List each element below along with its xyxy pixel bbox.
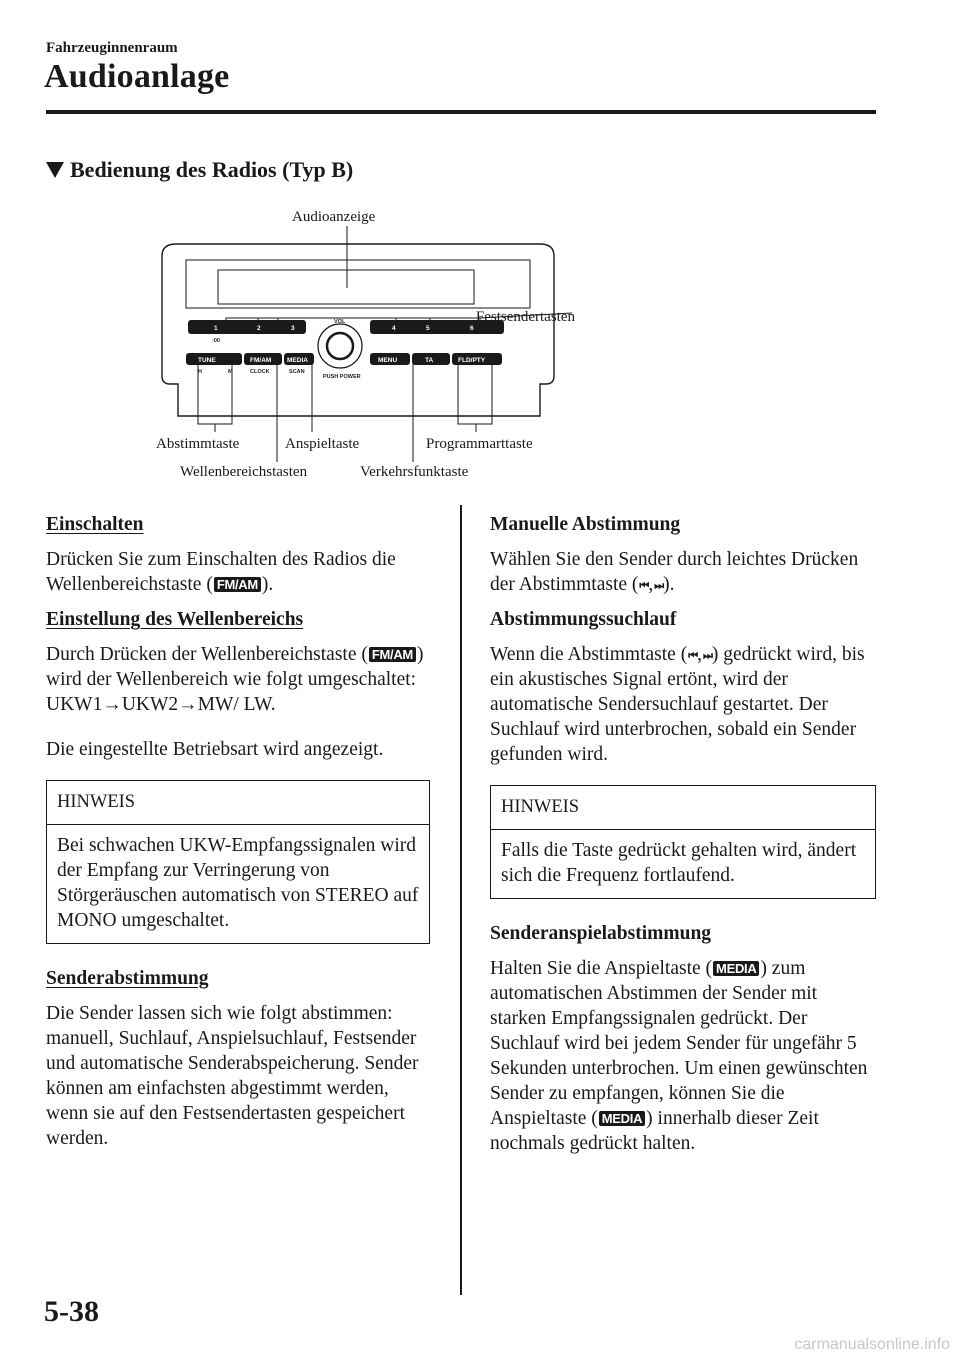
seek-back-icon: ⏮ xyxy=(688,650,697,662)
note-title: HINWEIS xyxy=(491,786,875,830)
note-body: Bei schwachen UKW-Empfangssignalen wird der Empfang zur Verringerung von Störgeräuschen automatisch von STEREO auf MONO umgeschaltet. xyxy=(57,835,419,931)
callout-display-label: Audioanzeige xyxy=(292,209,376,225)
scan-tuning-text-b: ) zum automatischen Abstimmen der Sender mit starken Empfangssignalen gedrückt. Der Suchlauf wird bei jedem Sender für ungefähr 5 Sekunden unterbrochen. Um einen gewünschten Sender zu empfangen, können Sie die Anspieltaste ( xyxy=(490,958,868,1129)
band-select-text xyxy=(46,642,430,717)
callout-scan-label: Anspieltaste xyxy=(285,436,360,452)
band-select-text-b: ) wird der Wellenbereich wie folgt umgeschaltet: UKW1→UKW2→MW/ LW. xyxy=(46,644,424,715)
station-tuning-heading: Senderabstimmung xyxy=(46,968,209,989)
scan-tuning-text-a: Halten Sie die Anspieltaste ( xyxy=(490,958,713,979)
manual-tuning-text-a: Wählen Sie den Sender durch leichtes Drücken der Abstimmtaste ( xyxy=(490,549,859,595)
power-on-text-b: ). xyxy=(261,574,274,595)
page-title: Audioanlage xyxy=(44,58,230,95)
note-body: Falls die Taste gedrückt gehalten wird, ändert sich die Frequenz fortlaufend. xyxy=(501,840,857,886)
m-label: M xyxy=(228,369,233,375)
media-label: MEDIA xyxy=(287,357,308,364)
callout-tuning-label: Abstimmtaste xyxy=(156,436,240,452)
fmam-label: FM/AM xyxy=(250,357,272,364)
watermark: carmanualsonline.info xyxy=(794,1336,950,1353)
preset-6-label: 6 xyxy=(470,325,474,332)
preset-5-label: 5 xyxy=(426,325,430,332)
callout-band-label: Wellenbereichstasten xyxy=(180,464,308,480)
triangle-down-icon xyxy=(46,162,64,178)
preset-bar-left xyxy=(188,320,306,334)
right-column xyxy=(490,512,876,1166)
preset-4-label: 4 xyxy=(392,325,396,332)
preset-2-label: 2 xyxy=(257,325,261,332)
section-heading xyxy=(46,157,353,183)
seek-tuning-text-b: ) gedrückt wird, bis ein akustisches Signal ertönt, wird der automatische Sendersuchlauf gestartet. Der Suchlauf wird unterbrochen, sobald ein Sender gefunden wird. xyxy=(490,644,865,765)
preset-3-label: 3 xyxy=(291,325,295,332)
ta-label: TA xyxy=(425,357,434,364)
push-power-label: PUSH POWER xyxy=(323,374,361,380)
mode-display-text: Die eingestellte Betriebsart wird angezeigt. xyxy=(46,739,384,760)
vol-label: VOL xyxy=(334,319,346,325)
fld-label: FLD/PTY xyxy=(458,357,486,364)
note-title: HINWEIS xyxy=(47,781,429,825)
key-separator: , xyxy=(697,644,702,665)
seek-back-icon: ⏮ xyxy=(639,580,648,592)
h-label: H xyxy=(198,369,202,375)
seek-tuning-text xyxy=(490,642,876,767)
station-tuning-text: Die Sender lassen sich wie folgt abstimmen: manuell, Suchlauf, Anspielsuchlauf, Festsender und automatische Senderabspeicherung. Sender können am einfachsten abgestimmt werden, wenn sie auf den Festsendertasten gespeichert werden. xyxy=(46,1003,419,1149)
media-key-icon: MEDIA xyxy=(599,1111,645,1126)
preset-1-label: 1 xyxy=(214,325,218,332)
section-label: Fahrzeuginnenraum xyxy=(46,40,178,56)
callout-traffic-label: Verkehrsfunktaste xyxy=(360,464,469,480)
note-box-right xyxy=(490,785,876,899)
band-select-heading: Einstellung des Wellenbereichs xyxy=(46,609,304,630)
seek-forward-icon: ⏭ xyxy=(654,580,663,592)
callout-presets-label: Festsendertasten xyxy=(475,309,575,325)
media-key-icon: MEDIA xyxy=(713,961,759,976)
title-rule xyxy=(46,110,876,114)
note-box-left xyxy=(46,780,430,944)
clock-label: CLOCK xyxy=(250,369,270,375)
power-on-text-a: Drücken Sie zum Einschalten des Radios die Wellenbereichstaste ( xyxy=(46,549,396,595)
radio-diagram xyxy=(140,200,580,490)
page-number: 5-38 xyxy=(44,1295,99,1328)
seek-forward-icon: ⏭ xyxy=(702,650,711,662)
radio-diagram-svg xyxy=(140,200,580,490)
manual-tuning-text-b: ). xyxy=(663,574,675,595)
scan-label: SCAN xyxy=(289,369,305,375)
left-column xyxy=(46,512,430,1161)
band-select-text-a: Durch Drücken der Wellenbereichstaste ( xyxy=(46,644,368,665)
scan-tuning-text xyxy=(490,956,876,1156)
menu-label: MENU xyxy=(378,357,398,364)
time-label: :00 xyxy=(212,338,220,344)
fmam-key-icon: FM/AM xyxy=(369,647,416,662)
seek-tuning-heading: Abstimmungssuchlauf xyxy=(490,609,677,630)
seek-tuning-text-a: Wenn die Abstimmtaste ( xyxy=(490,644,688,665)
fmam-key-icon: FM/AM xyxy=(214,577,261,592)
column-divider xyxy=(460,505,462,1295)
volume-knob xyxy=(327,333,353,359)
power-on-heading: Einschalten xyxy=(46,514,144,535)
manual-tuning-heading: Manuelle Abstimmung xyxy=(490,514,681,535)
tune-label: TUNE xyxy=(198,357,216,364)
callout-program-label: Programmarttaste xyxy=(426,436,533,452)
section-heading-text: Bedienung des Radios (Typ B) xyxy=(70,157,354,182)
key-separator: , xyxy=(648,574,654,595)
manual-tuning-text xyxy=(490,547,876,597)
scan-tuning-heading: Senderanspielabstimmung xyxy=(490,923,712,944)
power-on-text xyxy=(46,547,430,597)
scan-tuning-text-c: ) innerhalb dieser Zeit nochmals gedrückt halten. xyxy=(490,1108,819,1154)
